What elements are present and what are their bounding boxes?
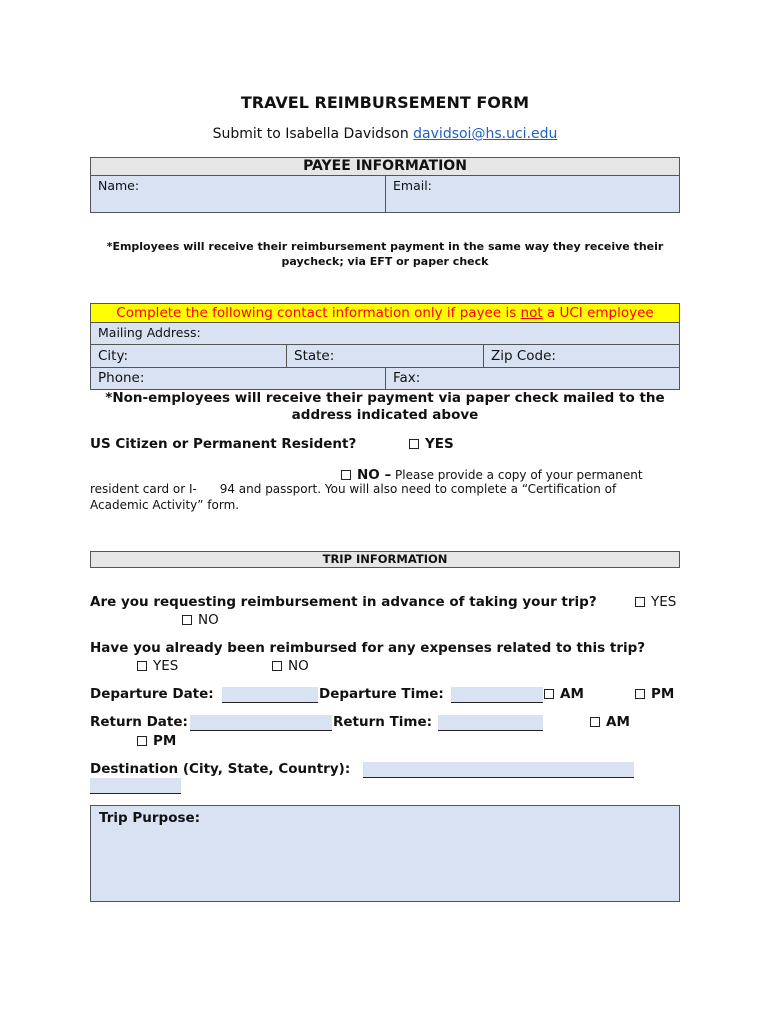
contact-heading-pre: Complete the following contact information only if payee is xyxy=(116,305,521,321)
citizen-no-checkbox[interactable] xyxy=(341,470,351,480)
mailing-address-label: Mailing Address: xyxy=(98,325,201,340)
state-label: State: xyxy=(294,348,335,364)
form-title: TRAVEL REIMBURSEMENT FORM xyxy=(240,93,530,112)
submit-line xyxy=(0,126,770,142)
advance-yes-option[interactable] xyxy=(635,594,676,610)
destination-input[interactable] xyxy=(363,762,634,778)
departure-am-checkbox[interactable] xyxy=(544,689,554,699)
city-field[interactable] xyxy=(90,344,287,368)
email-label: Email: xyxy=(393,178,432,193)
fax-label: Fax: xyxy=(393,370,421,386)
non-employee-note xyxy=(90,390,680,424)
departure-pm-label: PM xyxy=(651,686,675,702)
reimbursed-no-option[interactable] xyxy=(272,658,309,674)
departure-pm-option[interactable] xyxy=(635,686,674,702)
zip-code-field[interactable] xyxy=(483,344,680,368)
advance-no-label: NO xyxy=(198,612,219,628)
departure-am-label: AM xyxy=(560,686,584,702)
employee-note-line1: *Employees will receive their reimbursement payment in the same way they receive their xyxy=(106,240,664,253)
return-time-label: Return Time: xyxy=(333,714,433,730)
return-pm-option[interactable] xyxy=(137,733,176,749)
citizen-no-text1: Please provide a copy of your permanent xyxy=(391,468,643,482)
return-time-input[interactable] xyxy=(438,715,543,731)
advance-no-option[interactable] xyxy=(182,612,219,628)
state-field[interactable] xyxy=(286,344,484,368)
non-employee-note-line1: *Non-employees will receive their payment via paper check mailed to the xyxy=(105,390,665,406)
phone-field[interactable] xyxy=(90,367,386,390)
mailing-address-field[interactable] xyxy=(90,322,680,345)
departure-date-label: Departure Date: xyxy=(90,686,214,702)
return-am-checkbox[interactable] xyxy=(590,717,600,727)
phone-label: Phone: xyxy=(98,370,145,386)
return-am-option[interactable] xyxy=(590,714,630,730)
zip-code-label: Zip Code: xyxy=(491,348,556,364)
submit-text: Submit to Isabella Davidson xyxy=(212,126,414,142)
citizen-question: US Citizen or Permanent Resident? xyxy=(90,436,357,452)
payee-heading: PAYEE INFORMATION xyxy=(90,157,680,176)
name-field[interactable] xyxy=(90,175,386,213)
citizen-no-option[interactable] xyxy=(341,464,643,483)
return-date-input[interactable] xyxy=(190,715,332,731)
employee-note xyxy=(90,239,680,269)
departure-time-input[interactable] xyxy=(451,687,543,703)
return-date-label: Return Date: xyxy=(90,714,188,730)
trip-heading: TRIP INFORMATION xyxy=(90,551,680,568)
advance-yes-label: YES xyxy=(651,594,677,610)
citizen-yes-option[interactable] xyxy=(409,436,454,452)
citizen-no-text3: Academic Activity” form. xyxy=(90,498,240,512)
reimbursed-no-checkbox[interactable] xyxy=(272,661,282,671)
city-label: City: xyxy=(98,348,129,364)
citizen-no-label: NO – xyxy=(357,467,392,483)
employee-note-line2: paycheck; via EFT or paper check xyxy=(281,255,489,268)
contact-heading-post: a UCI employee xyxy=(542,305,654,321)
reimbursed-question: Have you already been reimbursed for any expenses related to this trip? xyxy=(90,640,646,656)
return-am-label: AM xyxy=(606,714,630,730)
contact-heading-not: not xyxy=(520,305,543,321)
name-label: Name: xyxy=(98,178,140,193)
departure-pm-checkbox[interactable] xyxy=(635,689,645,699)
advance-yes-checkbox[interactable] xyxy=(635,597,645,607)
contact-heading xyxy=(90,303,680,323)
fax-field[interactable] xyxy=(385,367,680,390)
return-pm-label: PM xyxy=(153,733,177,749)
reimbursed-yes-label: YES xyxy=(153,658,179,674)
departure-am-option[interactable] xyxy=(544,686,584,702)
citizen-no-text2: resident card or I- 94 and passport. You will also need to complete a “Certification of xyxy=(90,482,617,496)
citizen-yes-checkbox[interactable] xyxy=(409,439,419,449)
destination-label: Destination (City, State, Country): xyxy=(90,761,351,777)
destination-input-continued[interactable] xyxy=(90,778,181,794)
reimbursed-no-label: NO xyxy=(288,658,309,674)
reimbursed-yes-checkbox[interactable] xyxy=(137,661,147,671)
non-employee-note-line2: address indicated above xyxy=(291,407,479,423)
advance-no-checkbox[interactable] xyxy=(182,615,192,625)
trip-purpose-field[interactable] xyxy=(90,805,680,902)
citizen-yes-label: YES xyxy=(425,436,454,452)
reimbursed-yes-option[interactable] xyxy=(137,658,178,674)
departure-time-label: Departure Time: xyxy=(319,686,444,702)
return-pm-checkbox[interactable] xyxy=(137,736,147,746)
trip-purpose-label: Trip Purpose: xyxy=(99,810,201,826)
departure-date-input[interactable] xyxy=(222,687,318,703)
advance-question: Are you requesting reimbursement in advance of taking your trip? xyxy=(90,594,597,610)
email-field[interactable] xyxy=(385,175,680,213)
submit-email-link[interactable]: davidsoi@hs.uci.edu xyxy=(413,126,558,142)
